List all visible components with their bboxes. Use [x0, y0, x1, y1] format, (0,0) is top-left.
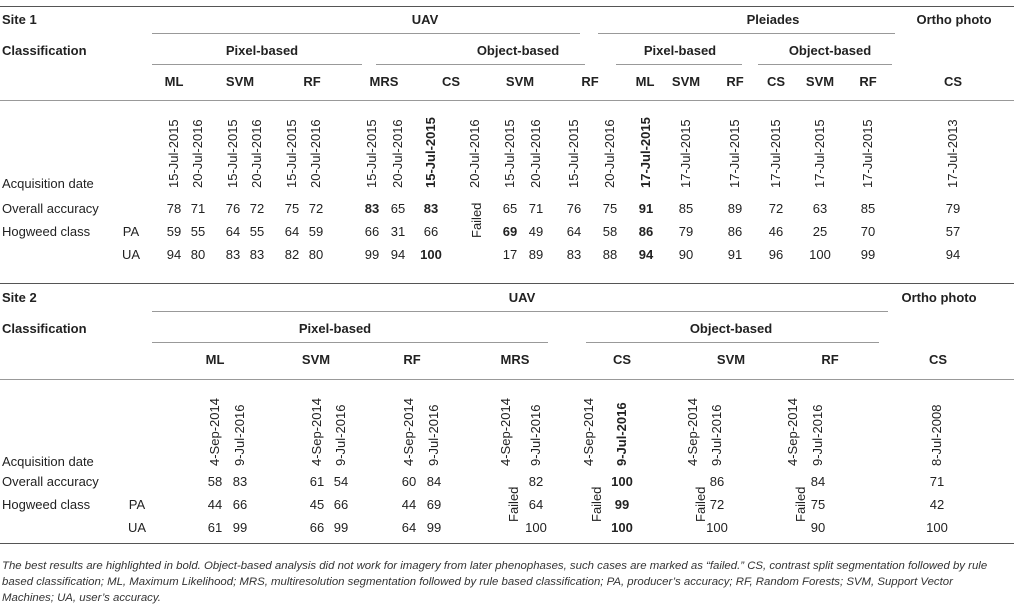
ua-value: 99	[364, 247, 380, 262]
site1-method-obj-rf: RF	[581, 74, 599, 89]
site1-method-obj-svm: SVM	[505, 74, 535, 89]
site2-method-obj-svm: SVM	[716, 352, 746, 367]
pa-value: 66	[232, 497, 248, 512]
acquisition-date: 8-Jul-2008	[929, 404, 944, 466]
rule	[758, 64, 892, 65]
overall-value: 83	[364, 201, 380, 216]
site1-method-p-ml: ML	[635, 74, 655, 89]
ua-value: 99	[860, 247, 876, 262]
site1-method-p-obj-rf: RF	[859, 74, 877, 89]
acquisition-date: 17-Jul-2015	[768, 119, 783, 188]
rule	[0, 100, 1014, 101]
acquisition-date: 4-Sep-2014	[498, 398, 513, 466]
pa-value: 49	[528, 224, 544, 239]
acquisition-date: 17-Jul-2015	[812, 119, 827, 188]
overall-value: 75	[284, 201, 300, 216]
overall-value: 54	[333, 474, 349, 489]
pa-value: 59	[308, 224, 324, 239]
pa-value: 66	[364, 224, 380, 239]
site1-pleiades-pixel-header: Pixel-based	[643, 43, 717, 58]
ua-value: 83	[225, 247, 241, 262]
acquisition-date: 20-Jul-2016	[190, 119, 205, 188]
overall-value: 75	[602, 201, 618, 216]
site2-method-obj-rf: RF	[821, 352, 839, 367]
site1-acq-label: Acquisition date	[2, 176, 94, 191]
ua-value: 100	[809, 247, 831, 262]
ua-value: 83	[566, 247, 582, 262]
ua-value: 61	[207, 520, 223, 535]
ua-value: 90	[810, 520, 826, 535]
rule	[152, 64, 362, 65]
site2-title: Site 2	[2, 290, 37, 305]
site2-object-based-header: Object-based	[689, 321, 773, 336]
rule	[376, 64, 585, 65]
acquisition-date: 15-Jul-2015	[166, 119, 181, 188]
site2-method-svm: SVM	[301, 352, 331, 367]
overall-value: 85	[678, 201, 694, 216]
acquisition-date: 17-Jul-2015	[727, 119, 742, 188]
pa-value: 99	[614, 497, 630, 512]
acquisition-date: 20-Jul-2016	[602, 119, 617, 188]
rule	[152, 311, 888, 312]
site2-pa-label: PA	[128, 497, 146, 512]
pa-value: 64	[284, 224, 300, 239]
rule	[616, 64, 742, 65]
ua-value: 99	[426, 520, 442, 535]
acquisition-date: 15-Jul-2015	[284, 119, 299, 188]
site1-overall-label: Overall accuracy	[2, 201, 99, 216]
site1-method-p-cs: CS	[766, 74, 786, 89]
site2-method-rf: RF	[403, 352, 421, 367]
site1-pleiades-object-header: Object-based	[788, 43, 872, 58]
rule	[152, 342, 548, 343]
overall-value: 83	[232, 474, 248, 489]
site1-pa-label: PA	[122, 224, 140, 239]
overall-value: 72	[308, 201, 324, 216]
acquisition-date: 20-Jul-2016	[249, 119, 264, 188]
pa-value: 64	[528, 497, 544, 512]
pa-value: 66	[423, 224, 439, 239]
ua-value: 82	[284, 247, 300, 262]
acquisition-date: 17-Jul-2015	[860, 119, 875, 188]
ua-value: 66	[309, 520, 325, 535]
site1-pleiades-header: Pleiades	[746, 12, 800, 27]
acquisition-date: 20-Jul-2016	[528, 119, 543, 188]
ua-value: 90	[678, 247, 694, 262]
site2-method-ortho-cs: CS	[928, 352, 948, 367]
acquisition-date: 4-Sep-2014	[401, 398, 416, 466]
site1-hogweed-label: Hogweed class	[2, 224, 91, 239]
site1-pixel-based-header: Pixel-based	[225, 43, 299, 58]
pa-value: 42	[929, 497, 945, 512]
site1-method-ortho-cs: CS	[943, 74, 963, 89]
overall-value: 65	[390, 201, 406, 216]
pa-value: 70	[860, 224, 876, 239]
acquisition-date: 4-Sep-2014	[581, 398, 596, 466]
overall-value: 82	[528, 474, 544, 489]
site2-method-cs: CS	[612, 352, 632, 367]
site1-ua-label: UA	[121, 247, 141, 262]
pa-value: 44	[401, 497, 417, 512]
overall-value: 84	[426, 474, 442, 489]
ua-value: 96	[768, 247, 784, 262]
rule	[586, 342, 879, 343]
site1-failed-cell: Failed	[469, 202, 484, 238]
overall-value: 85	[860, 201, 876, 216]
pa-value: 45	[309, 497, 325, 512]
site1-method-p-svm: SVM	[671, 74, 701, 89]
ua-value: 80	[308, 247, 324, 262]
site1-method-svm: SVM	[225, 74, 255, 89]
acquisition-date: 4-Sep-2014	[309, 398, 324, 466]
rule	[152, 33, 580, 34]
acquisition-date: 15-Jul-2015	[502, 119, 517, 188]
pa-value: 75	[810, 497, 826, 512]
site2-uav-header: UAV	[508, 290, 536, 305]
acquisition-date: 15-Jul-2015	[423, 117, 438, 188]
acquisition-date: 20-Jul-2016	[467, 119, 482, 188]
acquisition-date: 17-Jul-2015	[638, 117, 653, 188]
site1-method-cs: CS	[441, 74, 461, 89]
ua-value: 94	[166, 247, 182, 262]
site1-method-rf: RF	[303, 74, 321, 89]
overall-value: 71	[929, 474, 945, 489]
acquisition-date: 9-Jul-2016	[232, 404, 247, 466]
site1-method-ml: ML	[164, 74, 184, 89]
acquisition-date: 17-Jul-2013	[945, 119, 960, 188]
site2-pixel-based-header: Pixel-based	[298, 321, 372, 336]
ua-value: 17	[502, 247, 518, 262]
overall-value: 72	[249, 201, 265, 216]
pa-value: 64	[566, 224, 582, 239]
acquisition-date: 15-Jul-2015	[225, 119, 240, 188]
rule	[0, 379, 1014, 380]
overall-value: 89	[727, 201, 743, 216]
site2-classification-label: Classification	[2, 321, 87, 336]
pa-value: 57	[945, 224, 961, 239]
site1-method-mrs: MRS	[369, 74, 399, 89]
ua-value: 94	[390, 247, 406, 262]
table-footnote: The best results are highlighted in bold. Object-based analysis did not work for imagery from later phenophases, such cases are marked as “failed.” CS, contrast split segmentation followed by rule based classification; ML, Maximum Likelihood; MRS, multiresolution segmentation followed by rule based classification; PA, producer’s accuracy; RF, Random Forests; SVM, Support Vector Machines; UA, user’s accuracy.	[2, 560, 988, 604]
ua-value: 100	[420, 247, 442, 262]
site1-ortho-header: Ortho photo	[916, 12, 992, 27]
site2-acq-label: Acquisition date	[2, 454, 94, 469]
ua-value: 80	[190, 247, 206, 262]
pa-value: 64	[225, 224, 241, 239]
acquisition-date: 9-Jul-2016	[426, 404, 441, 466]
overall-value: 76	[566, 201, 582, 216]
ua-value: 89	[528, 247, 544, 262]
site2-failed-cs: Failed	[589, 486, 604, 522]
ua-value: 64	[401, 520, 417, 535]
pa-value: 55	[190, 224, 206, 239]
pa-value: 25	[812, 224, 828, 239]
site2-ortho-header: Ortho photo	[901, 290, 977, 305]
overall-value: 84	[810, 474, 826, 489]
overall-value: 76	[225, 201, 241, 216]
acquisition-date: 17-Jul-2015	[678, 119, 693, 188]
pa-value: 44	[207, 497, 223, 512]
pa-value: 69	[426, 497, 442, 512]
ua-value: 94	[945, 247, 961, 262]
pa-value: 69	[502, 224, 518, 239]
overall-value: 78	[166, 201, 182, 216]
rule	[598, 33, 895, 34]
ua-value: 88	[602, 247, 618, 262]
site2-overall-label: Overall accuracy	[2, 474, 99, 489]
ua-value: 100	[926, 520, 948, 535]
site2-method-mrs: MRS	[500, 352, 530, 367]
overall-value: 72	[768, 201, 784, 216]
site1-object-based-header: Object-based	[476, 43, 560, 58]
overall-value: 100	[611, 474, 633, 489]
ua-value: 94	[638, 247, 654, 262]
acquisition-date: 9-Jul-2016	[333, 404, 348, 466]
ua-value: 100	[525, 520, 547, 535]
ua-value: 91	[727, 247, 743, 262]
rule	[0, 6, 1014, 7]
overall-value: 83	[423, 201, 439, 216]
pa-value: 59	[166, 224, 182, 239]
acquisition-date: 4-Sep-2014	[685, 398, 700, 466]
site2-failed-mrs: Failed	[506, 486, 521, 522]
overall-value: 60	[401, 474, 417, 489]
pa-value: 66	[333, 497, 349, 512]
site2-ua-label: UA	[127, 520, 147, 535]
acquisition-date: 4-Sep-2014	[207, 398, 222, 466]
pa-value: 46	[768, 224, 784, 239]
ua-value: 99	[333, 520, 349, 535]
pa-value: 79	[678, 224, 694, 239]
site2-method-ml: ML	[205, 352, 225, 367]
overall-value: 86	[709, 474, 725, 489]
pa-value: 86	[638, 224, 654, 239]
acquisition-date: 4-Sep-2014	[785, 398, 800, 466]
acquisition-date: 9-Jul-2016	[709, 404, 724, 466]
site2-failed-svm: Failed	[693, 486, 708, 522]
ua-value: 99	[232, 520, 248, 535]
site1-title: Site 1	[2, 12, 37, 27]
rule	[0, 283, 1014, 284]
acquisition-date: 20-Jul-2016	[390, 119, 405, 188]
site1-method-p-obj-svm: SVM	[805, 74, 835, 89]
overall-value: 79	[945, 201, 961, 216]
overall-value: 71	[528, 201, 544, 216]
site2-hogweed-label: Hogweed class	[2, 497, 91, 512]
ua-value: 100	[611, 520, 633, 535]
site1-method-p-rf: RF	[726, 74, 744, 89]
overall-value: 58	[207, 474, 223, 489]
overall-value: 91	[638, 201, 654, 216]
site2-failed-rf: Failed	[793, 486, 808, 522]
ua-value: 83	[249, 247, 265, 262]
pa-value: 55	[249, 224, 265, 239]
site1-uav-header: UAV	[411, 12, 439, 27]
rule	[0, 543, 1014, 544]
acquisition-date: 9-Jul-2016	[528, 404, 543, 466]
ua-value: 100	[706, 520, 728, 535]
acquisition-date: 9-Jul-2016	[614, 402, 629, 466]
overall-value: 63	[812, 201, 828, 216]
acquisition-date: 15-Jul-2015	[566, 119, 581, 188]
site1-classification-label: Classification	[2, 43, 87, 58]
pa-value: 72	[709, 497, 725, 512]
pa-value: 86	[727, 224, 743, 239]
overall-value: 65	[502, 201, 518, 216]
acquisition-date: 15-Jul-2015	[364, 119, 379, 188]
acquisition-date: 9-Jul-2016	[810, 404, 825, 466]
pa-value: 58	[602, 224, 618, 239]
overall-value: 61	[309, 474, 325, 489]
acquisition-date: 20-Jul-2016	[308, 119, 323, 188]
overall-value: 71	[190, 201, 206, 216]
pa-value: 31	[390, 224, 406, 239]
